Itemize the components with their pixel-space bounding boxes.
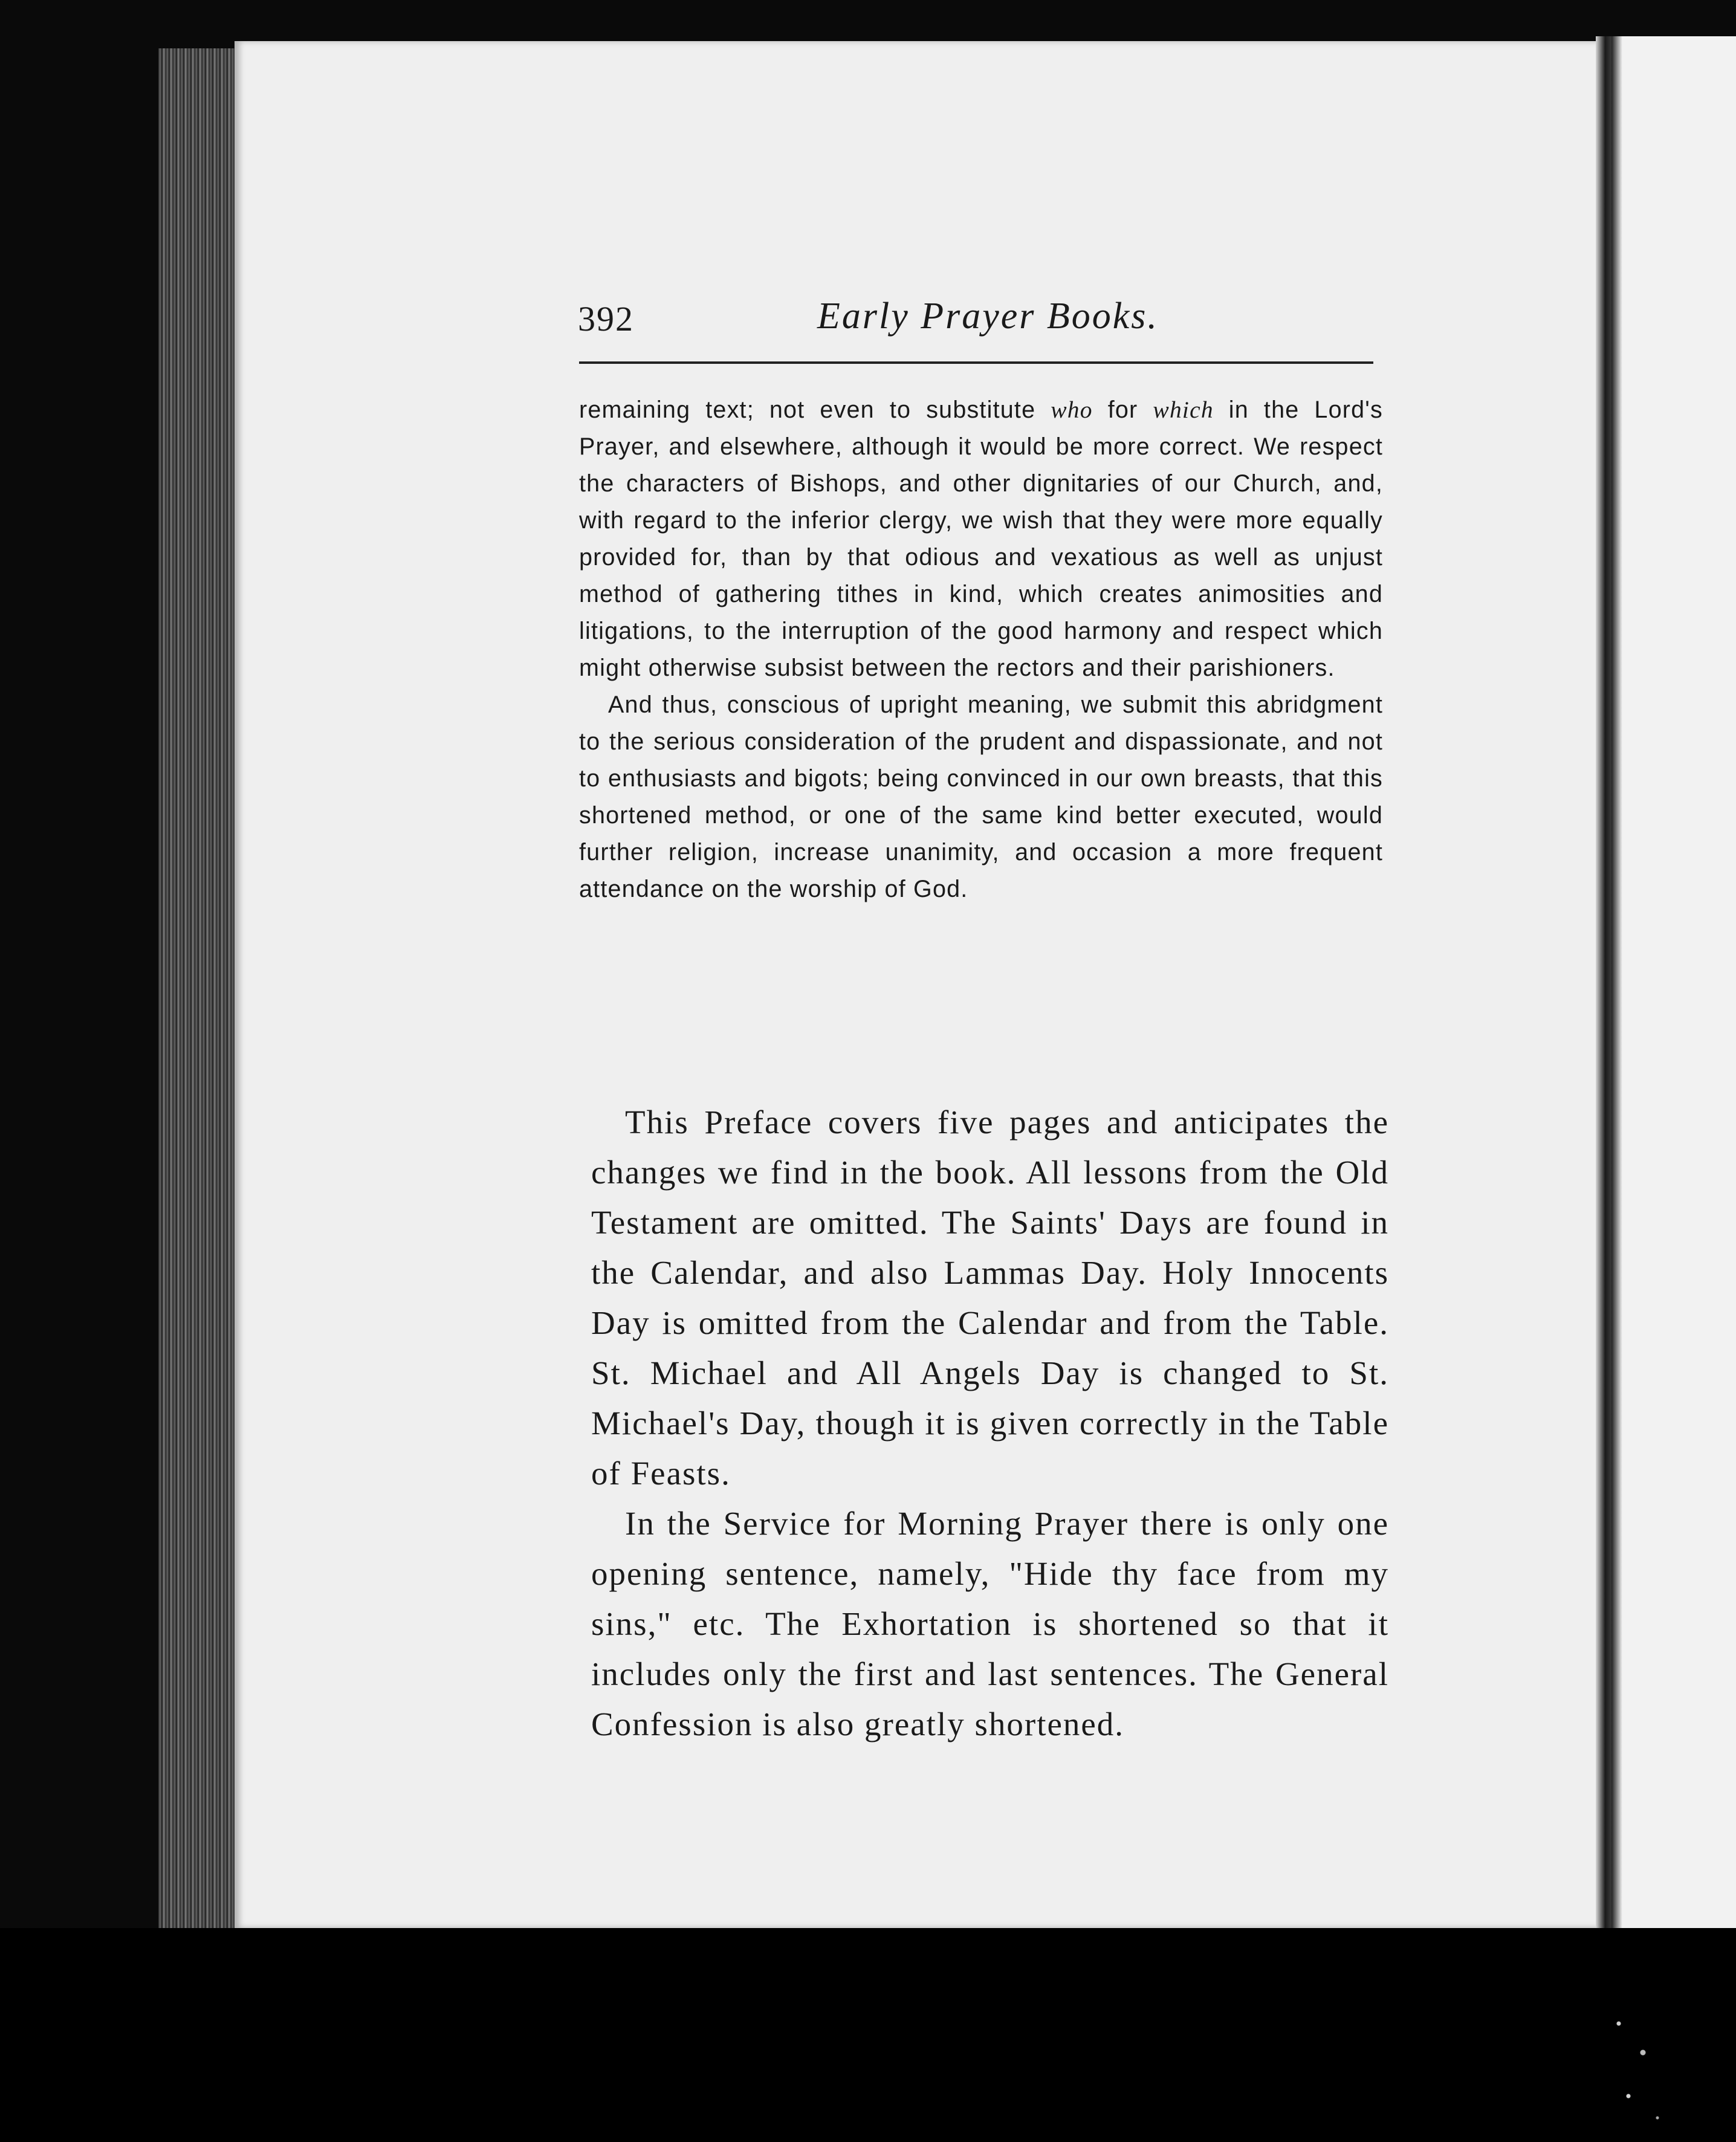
preface-paragraph-2: And thus, conscious of upright meaning, we submit this abridgment to the serious consideration of the prudent and dispassionate, and not to enthusiasts and bigots; being convinced in our own breasts, that this shortened method, or one of the same kind better executed, would further religion, increase unanimity, and occasion a more frequent attendance on the worship of God.	[579, 691, 1383, 902]
book-gutter	[1596, 36, 1611, 1934]
book-page-edges	[158, 48, 237, 1928]
running-title: Early Prayer Books.	[817, 296, 1159, 337]
body-paragraph-2: In the Service for Morning Prayer there is only one opening sentence, namely, "Hide thy face from my sins," etc. The Exhortation is shortened so that it includes only the first and last sentences. The General Confession is also greatly shortened.	[591, 1505, 1389, 1742]
italic-word: which	[1153, 396, 1214, 423]
running-head	[578, 295, 1376, 349]
facing-page	[1611, 36, 1736, 1958]
italic-word: who	[1051, 396, 1093, 423]
preface-text: in the Lord's Prayer, and elsewhere, although it would be more correct. We respect the characters of Bishops, and other dignitaries of our Church, and, with regard to the inferior clergy, we wish that they were more equally provided for, than by that odious and vexatious as well as unjust method of gathering tithes in kind, which creates animosities and litigations, to the interruption of the good harmony and respect which might otherwise subsist between the rectors and their parishioners.	[579, 396, 1383, 681]
page-number: 392	[578, 299, 634, 338]
body-text	[591, 1097, 1389, 1749]
scan-speckle	[1590, 1995, 1686, 2140]
preface-paragraph-1	[579, 392, 1383, 687]
preface-excerpt	[579, 392, 1383, 908]
facing-page-shadow	[1611, 36, 1622, 1958]
header-rule	[579, 361, 1373, 364]
body-paragraph-1: This Preface covers five pages and anticipates the changes we find in the book. All lessons from the Old Testament are omitted. The Saints' Days are found in the Calendar, and also Lammas Day. Holy Innocents Day is omitted from the Calendar and from the Table. St. Michael and All Angels Day is changed to St. Michael's Day, though it is given correctly in the Table of Feasts.	[591, 1104, 1389, 1492]
preface-text: remaining text; not even to substitute	[579, 396, 1051, 423]
scan-background	[0, 1928, 1736, 2142]
preface-text: for	[1092, 396, 1153, 423]
